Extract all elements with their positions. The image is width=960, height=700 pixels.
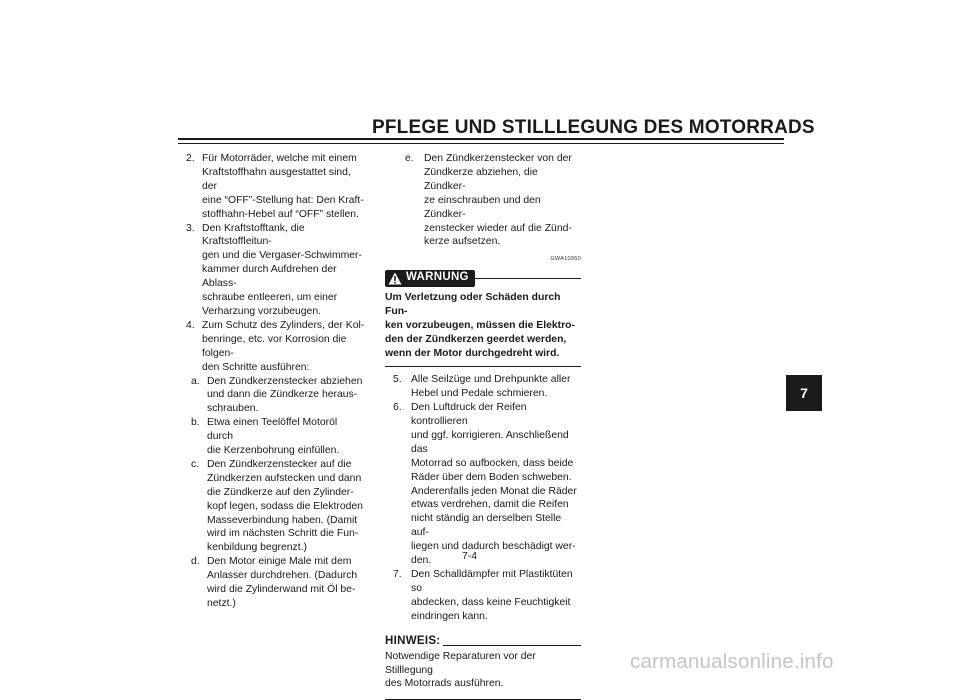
text-line: Motorrad so aufbocken, dass beide — [411, 457, 574, 469]
text-line: kammer durch Aufdrehen der Ablass- — [202, 264, 337, 290]
text-line: zenstecker wieder auf die Zünd- — [424, 222, 572, 234]
text-line: Den Schalldämpfer mit Plastiktüten so — [411, 568, 573, 594]
text-line: gen und die Vergaser-Schwimmer- — [202, 250, 362, 262]
text-line: ze einschrauben und den Zündker- — [424, 194, 541, 220]
text-line: Den Zündkerzenstecker von der — [424, 153, 572, 164]
warning-bottom-rule — [385, 366, 581, 368]
text-line: Etwa einen Teelöffel Motoröl durch — [207, 417, 338, 443]
left-column — [186, 152, 366, 611]
item-letter: a. — [191, 375, 200, 387]
chapter-tab: 7 — [786, 375, 822, 411]
text-line: Für Motorräder, welche mit einem — [202, 153, 357, 164]
text-line: den. — [411, 555, 432, 567]
warning-label: WARNUNG — [406, 271, 469, 284]
text-line: eine “OFF”-Stellung hat: Den Kraft- — [202, 194, 364, 206]
sub-list-item — [186, 416, 366, 458]
right-column — [385, 152, 581, 700]
text-line: Hebel und Pedale schmieren. — [411, 388, 548, 400]
page-title: PFLEGE UND STILLLEGUNG DES MOTORRADS — [372, 117, 815, 138]
item-letter: e. — [405, 153, 414, 164]
text-line: Alle Seilzüge und Drehpunkte aller — [411, 374, 571, 386]
text-line: Den Zündkerzenstecker abziehen — [207, 375, 363, 387]
text-line: Verharzung vorzubeugen. — [202, 305, 321, 317]
text-line: Zündkerze abziehen, die Zündker- — [424, 166, 538, 192]
sub-list-item — [385, 152, 581, 249]
item-number: 7. — [393, 568, 402, 580]
watermark: carmanualsonline.info — [630, 650, 834, 673]
text-line: die Kerzenbohrung einfüllen. — [207, 445, 340, 457]
text-line: Um Verletzung oder Schäden durch Fun- — [385, 292, 561, 318]
text-line: Kraftstoffhahn ausgestattet sind, der — [202, 166, 351, 192]
note-label: HINWEIS: — [385, 634, 441, 647]
item-number: 5. — [393, 374, 402, 386]
warning-badge — [385, 270, 475, 287]
text-line: Anlasser durchdrehen. (Dadurch — [207, 570, 358, 582]
text-line: benringe, etc. vor Korrosion die folgen- — [202, 333, 347, 359]
text-line: die Zündkerze auf den Zylinder- — [207, 486, 354, 498]
item-letter: b. — [191, 417, 200, 429]
text-line: und ggf. korrigieren. Anschließend das — [411, 429, 569, 455]
text-line: Räder über dem Boden schweben. — [411, 471, 572, 483]
item-number: 4. — [186, 319, 195, 331]
text-line: Zum Schutz des Zylinders, der Kol- — [202, 319, 365, 331]
text-line: Den Zündkerzenstecker auf die — [207, 458, 352, 470]
text-line: schrauben. — [207, 403, 259, 415]
list-item — [385, 401, 581, 568]
text-line: Anderenfalls jeden Monat die Räder — [411, 485, 577, 497]
text-line: schraube entleeren, um einer — [202, 292, 338, 304]
item-number: 2. — [186, 153, 195, 164]
text-line: Den Motor einige Male mit dem — [207, 556, 352, 568]
list-item — [186, 152, 366, 222]
text-line: Masseverbindung haben. (Damit — [207, 514, 358, 526]
warning-triangle-icon — [388, 272, 402, 285]
text-line: Den Luftdruck der Reifen kontrollieren — [411, 402, 527, 427]
text-line: etwas verdrehen, damit die Reifen — [411, 499, 569, 511]
header-rule-thick — [178, 138, 784, 140]
text-line: und dann die Zündkerze heraus- — [207, 389, 358, 401]
text-line: abdecken, dass keine Feuchtigkeit — [411, 596, 571, 608]
text-line: den der Zündkerzen geerdet werden, — [385, 333, 567, 345]
list-item — [385, 568, 581, 624]
text-line: Den Kraftstofftank, die Kraftstoffleitun- — [202, 222, 305, 248]
item-number: 6. — [393, 402, 402, 414]
sub-list-item — [186, 375, 366, 417]
item-number: 3. — [186, 222, 195, 234]
list-item — [385, 373, 581, 401]
note-text — [385, 650, 581, 692]
list-item — [186, 222, 366, 319]
header-rule-thin — [178, 143, 784, 144]
sub-list-item — [186, 458, 366, 555]
text-line: ken vorzubeugen, müssen die Elektro- — [385, 320, 575, 332]
sub-list-item — [186, 555, 366, 611]
text-line: Zündkerzen aufstecken und dann — [207, 472, 362, 484]
text-line: Notwendige Reparaturen vor der Stilllegung — [385, 650, 536, 676]
text-line: stoffhahn-Hebel auf “OFF” stellen. — [202, 208, 359, 220]
text-line: den Schritte ausführen: — [202, 361, 310, 373]
text-line: wenn der Motor durchgedreht wird. — [385, 347, 560, 359]
item-letter: d. — [191, 556, 200, 568]
text-line: wird im nächsten Schritt die Fun- — [207, 528, 359, 540]
text-line: eindringen kann. — [411, 610, 488, 622]
note-rule — [443, 645, 581, 646]
text-line: kenbildung begrenzt.) — [207, 542, 307, 554]
note-header — [385, 634, 581, 648]
warning-code: GWA10950 — [550, 256, 581, 263]
warning-rule — [475, 278, 581, 280]
text-line: kerze aufsetzen. — [424, 236, 501, 248]
warning-text — [385, 291, 581, 361]
warning-header — [385, 269, 581, 287]
list-item — [186, 319, 366, 375]
text-line: liegen und dadurch beschädigt wer- — [411, 541, 576, 553]
text-line: wird die Zylinderwand mit Öl be- — [207, 584, 356, 596]
text-line: nicht ständig an derselben Stelle auf- — [411, 513, 562, 539]
text-line: kopf legen, sodass die Elektroden — [207, 500, 363, 512]
text-line: des Motorrads ausführen. — [385, 678, 504, 690]
item-letter: c. — [191, 458, 200, 470]
page-number: 7-4 — [462, 551, 478, 562]
text-line: netzt.) — [207, 598, 236, 609]
